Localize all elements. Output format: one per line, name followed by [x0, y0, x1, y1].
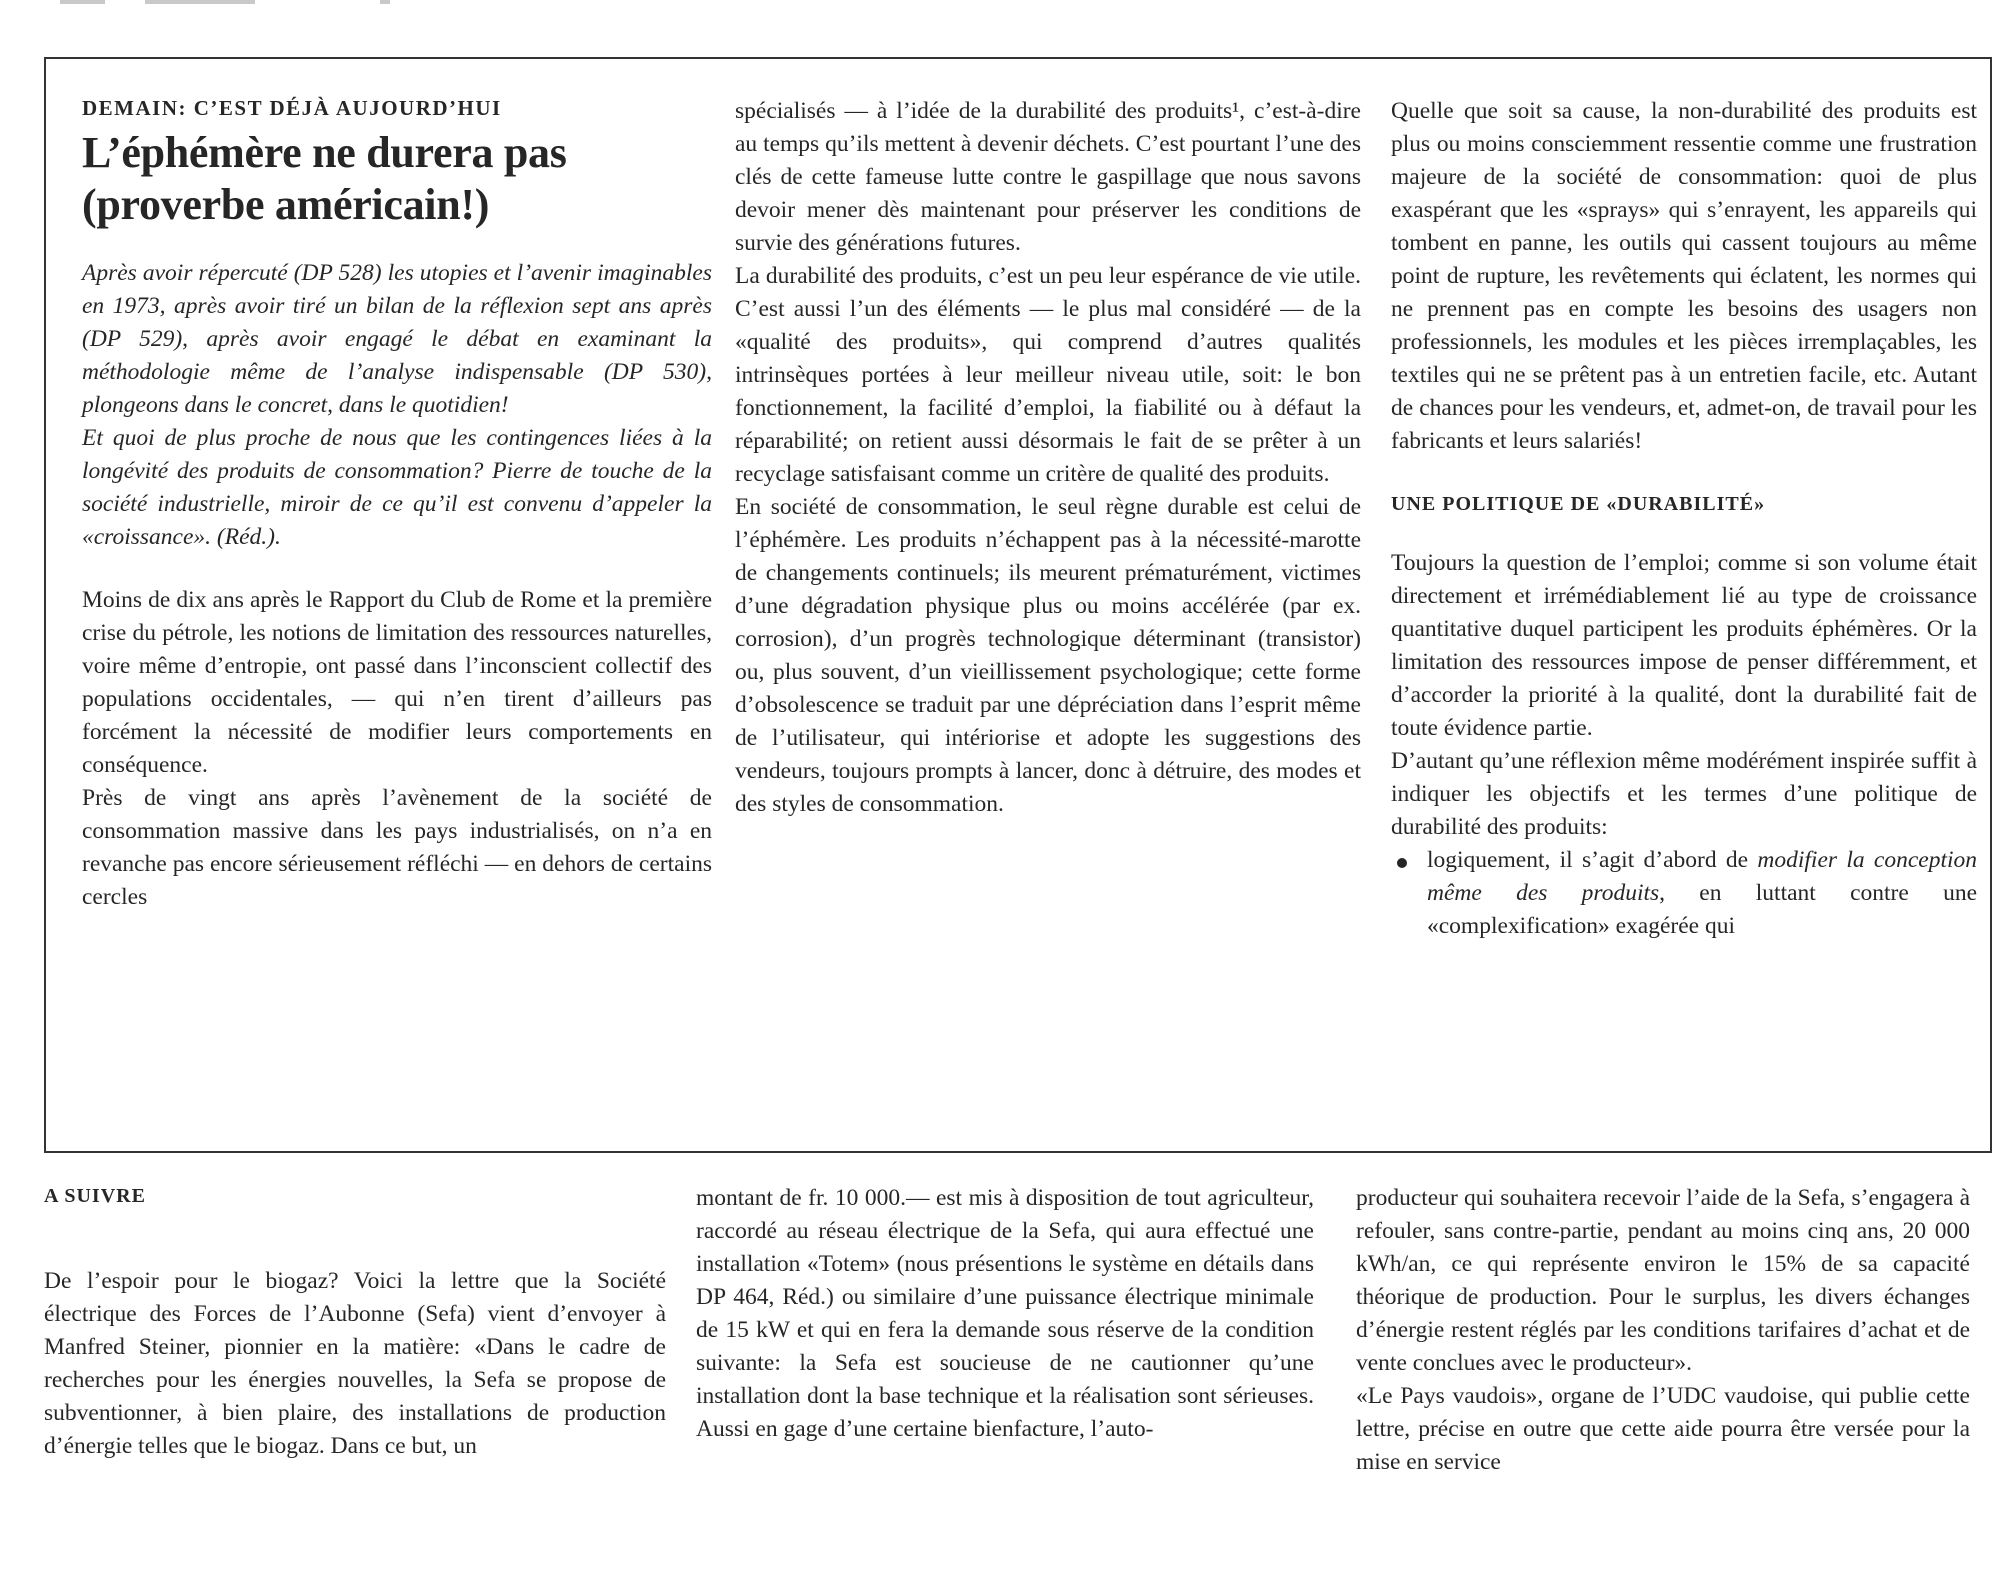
article-column-3: [1391, 95, 1977, 943]
paragraph: En société de consommation, le seul règne durable est celui de l’éphémère. Les produits n’échappent pas à la nécessité-marotte de changements continuels; ils meurent prématurément, victimes d’une dégradation physique plus ou moins accélérée (par ex. corrosion), d’un progrès technologique déterminant (transistor) ou, plus souvent, d’un vieillissement psychologique; cette forme d’obsolescence se traduit par une dépréciation dans l’esprit même de l’utilisateur, qui intériorise et adopte les suggestions des vendeurs, toujours prompts à lancer, donc à détruire, des modes et des styles de consommation.: [735, 494, 1361, 817]
paragraph: De l’espoir pour le biogaz? Voici la lettre que la Société électrique des Forces de l’Aubonne (Sefa) vient d’envoyer à Manfred Steiner, pionnier en la matière: «Dans le cadre de recherches pour les énergies nouvelles, la Sefa se propose de subventionner, à bien plaire, des installations de production d’énergie telles que le biogaz. Dans ce but, un: [44, 1268, 666, 1459]
article-column-2: [735, 95, 1361, 821]
bottom-column-2: [696, 1182, 1314, 1446]
paragraph: Moins de dix ans après le Rapport du Club de Rome et la première crise du pétrole, les notions de limitation des ressources naturelles, voire même d’entropie, ont passé dans l’inconscient collectif des populations occidentales, — qui n’en tirent d’ailleurs pas forcément la nécessité de modifier leurs comportements en conséquence.: [82, 587, 712, 778]
bottom-column-1: [44, 1180, 666, 1463]
paragraph: spécialisés — à l’idée de la durabilité des produits¹, c’est-à-dire au temps qu’ils mettent à devenir déchets. C’est pourtant l’une des clés de cette fameuse lutte contre le gaspillage que nous savons devoir mener dès maintenant pour préserver les conditions de survie des générations futures.: [735, 98, 1361, 256]
bottom-column-3: [1356, 1182, 1970, 1479]
paragraph: producteur qui souhaitera recevoir l’aide de la Sefa, s’engagera à refouler, sans contre-partie, pendant au moins cinq ans, 20 000 kWh/an, ce qui représente environ le 15% de sa capacité théorique de production. Pour le surplus, les divers échanges d’énergie restent réglés par les conditions tarifaires d’achat et de vente conclues avec le producteur».: [1356, 1185, 1970, 1376]
article-column-1: [82, 93, 712, 914]
section-heading: UNE POLITIQUE DE «DURABILITÉ»: [1391, 493, 1766, 515]
paragraph: La durabilité des produits, c’est un peu leur espérance de vie utile. C’est aussi l’un des éléments — le plus mal considéré — de la «qualité des produits», qui comprend d’autres qualités intrinsèques portées à leur meilleur niveau utile, soit: le bon fonctionnement, la facilité d’emploi, la fiabilité ou à défaut la réparabilité; on retient aussi désormais le fait de se prêter à un recyclage satisfaisant comme un critère de qualité des produits.: [735, 263, 1361, 487]
paragraph: Quelle que soit sa cause, la non-durabilité des produits est plus ou moins consciemment ressentie comme une frustration majeure de la société de consommation: quoi de plus exaspérant que les «sprays» qui s’enrayent, les appareils qui tombent en panne, les outils qui cassent toujours au même point de rupture, les revêtements qui éclatent, les normes qui ne prennent pas en compte les besoins des usagers non professionnels, les modules et les pièces irremplaçables, les textiles qui ne se prêtent pas à un entretien facile, etc. Autant de chances pour les vendeurs, et, admet-on, de travail pour les fabricants et leurs salariés!: [1391, 98, 1977, 454]
paragraph: Toujours la question de l’emploi; comme si son volume était directement et irrémédiablement lié au type de croissance quantitative duquel participent les produits éphémères. Or la limitation des ressources impose de penser différemment, et d’accorder la priorité à la qualité, dont la durabilité fait de toute évidence partie.: [1391, 550, 1977, 741]
article-headline: L’éphémère ne durera pas (proverbe américain!): [82, 128, 567, 229]
article-intro: Après avoir répercuté (DP 528) les utopies et l’avenir imaginables en 1973, après avoir tiré un bilan de la réflexion sept ans après (DP 529), après avoir engagé le débat en examinant la méthodologie même de l’analyse indispensable (DP 530), plongeons dans le concret, dans le quotidien!: [82, 260, 712, 418]
paragraph: Près de vingt ans après l’avènement de la société de consommation massive dans les pays industrialisés, on n’a en revanche pas encore sérieusement réfléchi — en dehors de certains cercles: [82, 785, 712, 910]
paragraph: D’autant qu’une réflexion même modérément inspirée suffit à indiquer les objectifs et les termes d’une politique de durabilité des produits:: [1391, 748, 1977, 840]
section-heading: A SUIVRE: [44, 1185, 146, 1207]
bullet-dot-icon: [1397, 858, 1407, 868]
top-edge-marks: [40, 0, 440, 6]
bullet-item: logiquement, il s’agit d’abord de modifier la conception même des produits, en luttant contre une «complexification» exagérée qui: [1391, 844, 1977, 943]
article-kicker: DEMAIN: C’EST DÉJÀ AUJOURD’HUI: [82, 96, 502, 120]
article-intro-2: Et quoi de plus proche de nous que les contingences liées à la longévité des produits de consommation? Pierre de touche de la société industrielle, miroir de ce qu’il est convenu d’appeler la «croissance». (Réd.).: [82, 425, 712, 550]
paragraph: «Le Pays vaudois», organe de l’UDC vaudoise, qui publie cette lettre, précise en outre que cette aide pourra être versée pour la mise en service: [1356, 1383, 1970, 1475]
paragraph: montant de fr. 10 000.— est mis à disposition de tout agriculteur, raccordé au réseau électrique de la Sefa, qui aura effectué une installation «Totem» (nous présentions le système en détails dans DP 464, Réd.) ou similaire d’une puissance électrique minimale de 15 kW et qui en fera la demande sous réserve de la condition suivante: la Sefa est soucieuse de ne cautionner qu’une installation dont la base technique et la réalisation sont sérieuses. Aussi en gage d’une certaine bienfacture, l’auto-: [696, 1185, 1314, 1442]
feature-article-box: [44, 57, 1992, 1153]
